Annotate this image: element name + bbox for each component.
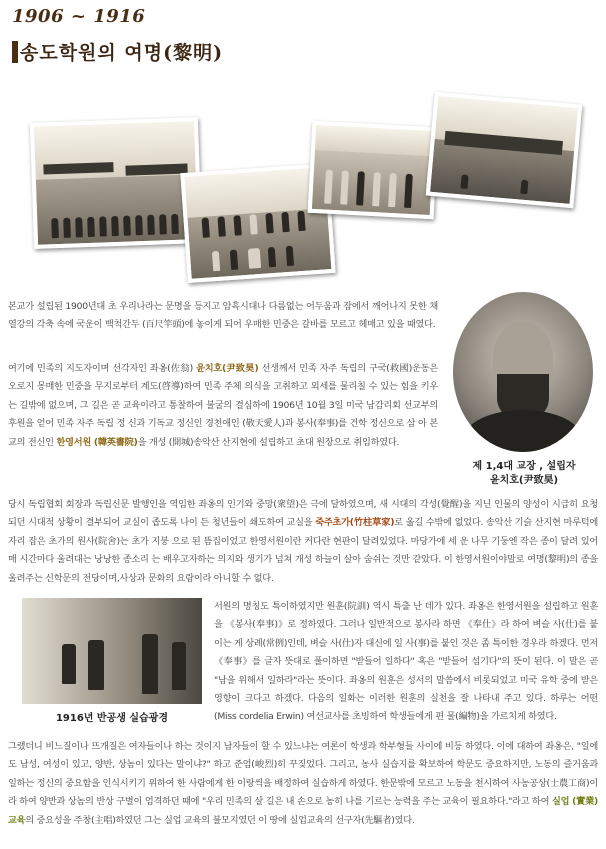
title-row xyxy=(12,38,223,65)
paragraph-intro: 본교가 설립된 1900년대 초 우리나라는 문명을 등지고 암흑시대나 다름없는 어두움과 잠에서 깨어나지 못한 채 열강의 각축 속에 국운이 백척간두 (百尺竿頭)에 놓이게 되어 우매한 민중은 갈바를 모르고 헤매고 있을 때였다. xyxy=(8,301,438,331)
paragraph-growth: 당시 독립협회 회장과 독립신문 발행인을 역임한 좌옹의 인기와 중망(衆望)은 극에 달하였으며, 새 시대의 각성(覺醒)을 지닌 인물의 양성이 시급히 요청되던 시대적 상황이 결부되어 교실이 좁도록 나이 든 청년들이 쇄도하여 교실을 죽주초가(竹柱草家)로 옮길 수밖에 없었다. 송악산 기슭 산지현 마루턱에 자리 잡은 초가의 원사(院舍)는 초가 지붕 으로 된 뜸집이었고 한영서원이란 커다란 현판이 달려있었다. 마당가에 세 운 나무 기둥엔 작은 종이 달려 있어 매 시간마다 울려대는 낭낭한 종소리 는 배우고자하는 의지와 생기가 넘쳐 개성 하늘이 살아 숨쉬는 것만 같았다. 이 한영서원이야말로 여명(黎明)의 종을 울려주는 신학문의 전당이며,사상과 문화의 요람이라 아니할 수 없다. xyxy=(8,499,598,584)
paragraph-vocational: 그랬더니 비느질이나 뜨개질은 여자들이나 하는 것이지 남자들이 할 수 있느냐는 여론이 학생과 학부형들 사이에 비등 하였다. 이에 대하여 좌옹은, "일에도 남성, 여성이 있고, 양반, 상놈이 있다는 말이냐?" 하고 준엄(峻烈)히 꾸짖었다. 그리고, 농사 실습지를 확보하여 학문도 중요하지만, 노동의 즐거움과 일하는 정신의 중요함을 인식시키기 위하여 한 사람에게 한 이랑씩을 배정하여 실습하게 하였다. 한문밖에 모르고 노동을 천시하여 사농공상(士農工商)이라 하여 양반과 상놈의 반상 구별이 엄격하던 때에 "우리 민족의 살 길은 내 손으로 농히 나를 기르는 능력을 주는 교육이 필요하다."라고 하여 실업 (實業) 교육의 중요성을 주창(主唱)하였던 그는 실업 교육의 불모지였던 이 땅에 실업교육의 선구자(先驅者)였다. xyxy=(8,741,598,826)
building-name: 죽주초가(竹柱草家) xyxy=(315,517,395,529)
page-title: 송도학원의 여명(黎明) xyxy=(20,42,224,64)
founder-portrait xyxy=(453,292,593,452)
class-photo-caption: 1916년 반공생 실습광경 xyxy=(55,713,169,724)
vocational-education: 실업 (實業) 교육 xyxy=(8,796,598,826)
title-bar-icon xyxy=(12,41,18,63)
photo-campus xyxy=(30,117,202,249)
photo-building xyxy=(426,92,583,209)
school-name: 한영서원 (韓英書院) xyxy=(56,436,138,448)
portrait-caption xyxy=(448,460,600,488)
photo-staff xyxy=(308,121,439,219)
year-range: 1906 ~ 1916 xyxy=(12,6,146,27)
photo-class-practice xyxy=(22,598,202,704)
portrait-caption-role: 제 1,4대 교장 , 설립자 xyxy=(472,461,576,472)
paragraph-founding: 여기에 민족의 지도자이며 선각자인 좌옹(佐翁) 윤치호(尹致昊) 선생께서 민족 자주 독립의 구국(救國)운동은 오로지 몽매한 민중을 무지로부터 계도(啓導)하여 민족 주체 의식을 고취하고 외세를 물리칠 수 있는 힘을 키우는 길밖에 없으며, 그 길은 곧 교육이라고 통찰하여 불굴의 결심하에 1906년 10월 3일 미국 남감리회 선교부의 후원을 얻어 민족 자주 독립 정 신과 기독교 정신인 경천애인 (敬天愛人)과 봉사(奉事)를 건학 정신으로 삼 아 본교의 전신인 한영서원 (韓英書院)을 개성 (開城)송악산 산지현에 설립하고 초대 원장으로 취임하였다. xyxy=(8,363,439,448)
paragraph-motto: 서원의 명칭도 특이하였지만 원훈(院訓) 역시 특출 난 데가 있다. 좌옹은 한영서원을 설립하고 원훈을 《봉사(奉事)》로 정하였다. 그러나 일반적으로 봉사라 하면 《奉仕》라 하여 벼슬 사(仕)를 붙이는 게 상례(常例)인데, 벼슬 사(仕)자 대신에 일 사(事)를 붙인 것은 좀 특이한 경우라 하겠다. 먼저 《奉事》를 글자 뜻대로 풀이하면 "받들어 일하다" 혹은 "받들어 섬기다"의 뜻이 된다. 이 말은 곧 "남을 위해서 일하라"라는 뜻이다. 좌옹의 원훈은 성서의 말씀에서 비롯되었고 미국 유학 중에 받은 영향이 크다고 하겠다. 다음의 일화는 이러한 원훈의 실천을 잘 나타내 주고 있다. 하루는 어떤 (Miss cordelia Erwin) 여선교사를 초빙하여 학생들에게 편 물(編物)을 가르치게 하였다. xyxy=(214,601,598,723)
founder-name: 윤치호(尹致昊) xyxy=(196,363,259,374)
portrait-caption-name: 윤치호(尹致昊) xyxy=(489,475,559,486)
